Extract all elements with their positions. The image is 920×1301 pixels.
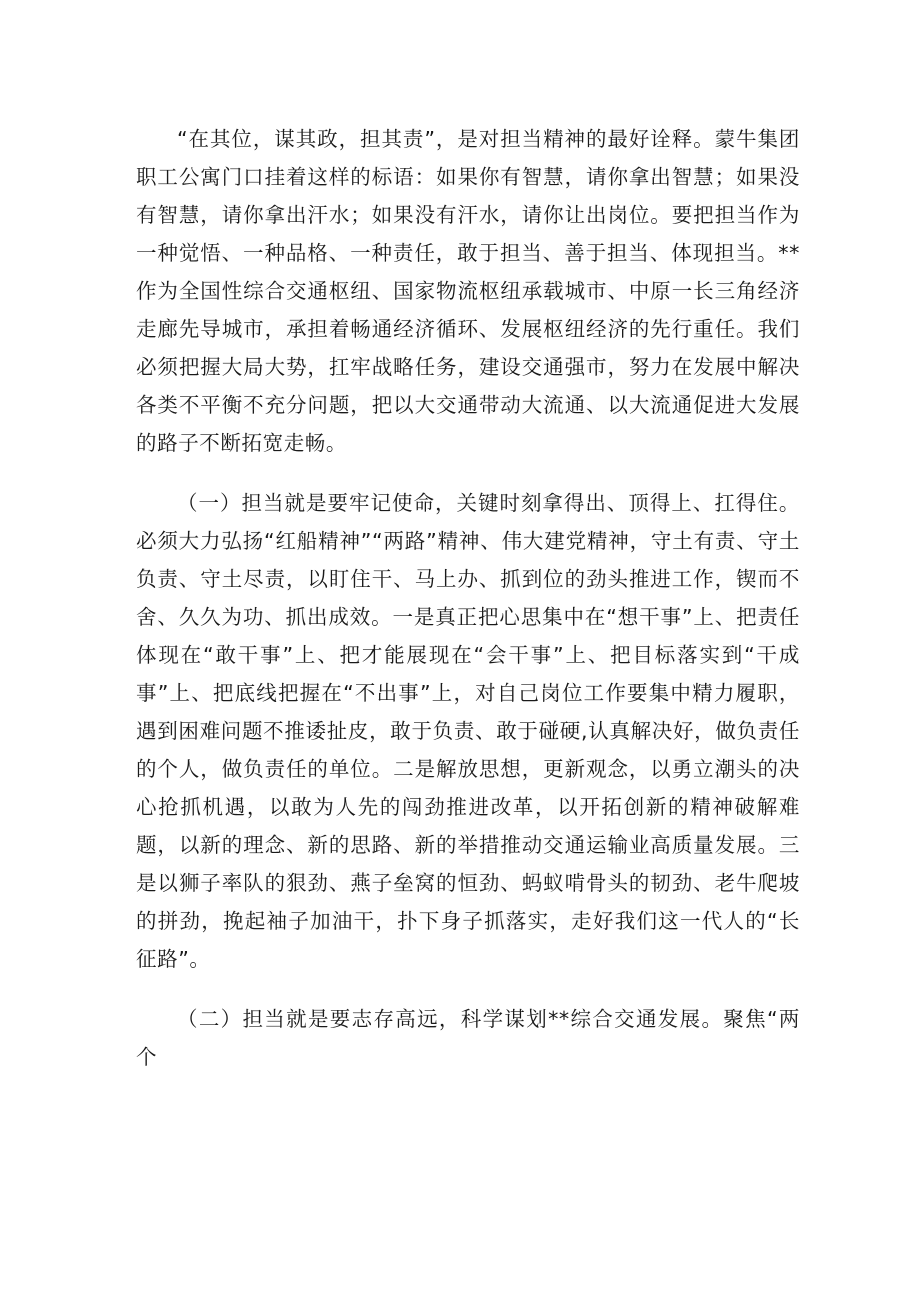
paragraph-section-two: （二）担当就是要志存高远，科学谋划**综合交通发展。聚焦“两个: [136, 1007, 800, 1069]
document-body: [136, 120, 800, 1076]
paragraph-responsibility-intro: “在其位，谋其政，担其责”，是对担当精神的最好诠释。蒙牛集团职工公寓门口挂着这样的标语：如果你有智慧，请你拿出智慧；如果没有智慧，请你拿出汗水；如果没有汗水，请你让出岗位。要把担当作为一种觉悟、一种品格、一种责任，敢于担当、善于担当、体现担当。**作为全国性综合交通枢纽、国家物流枢纽承载城市、中原一长三角经济走廊先导城市，承担着畅通经济循环、发展枢纽经济的先行重任。我们必须把握大局大势，扛牢战略任务，建设交通强市，努力在发展中解决各类不平衡不充分问题，把以大交通带动大流通、以大流通促进大发展的路子不断拓宽走畅。: [136, 127, 800, 455]
paragraph-section-one: （一）担当就是要牢记使命，关键时刻拿得出、顶得上、扛得住。必须大力弘扬“红船精神”“两路”精神、伟大建党精神，守土有责、守土负责、守土尽责，以盯住干、马上办、抓到位的劲头推进工作，锲而不舍、久久为功、抓出成效。一是真正把心思集中在“想干事”上、把责任体现在“敢干事”上、把才能展现在“会干事”上、把目标落实到“干成事”上、把底线把握在“不出事”上，对自己岗位工作要集中精力履职，遇到困难问题不推诿扯皮，敢于负责、敢于碰硬,认真解决好，做负责任的个人，做负责任的单位。二是解放思想，更新观念，以勇立潮头的决心抢抓机遇，以敢为人先的闯劲推进改革，以开拓创新的精神破解难题，以新的理念、新的思路、新的举措推动交通运输业高质量发展。三是以狮子率队的狠劲、燕子垒窝的恒劲、蚂蚁啃骨头的韧劲、老牛爬坡的拼劲，挽起袖子加油干，扑下身子抓落实，走好我们这一代人的“长征路”。: [136, 491, 800, 971]
